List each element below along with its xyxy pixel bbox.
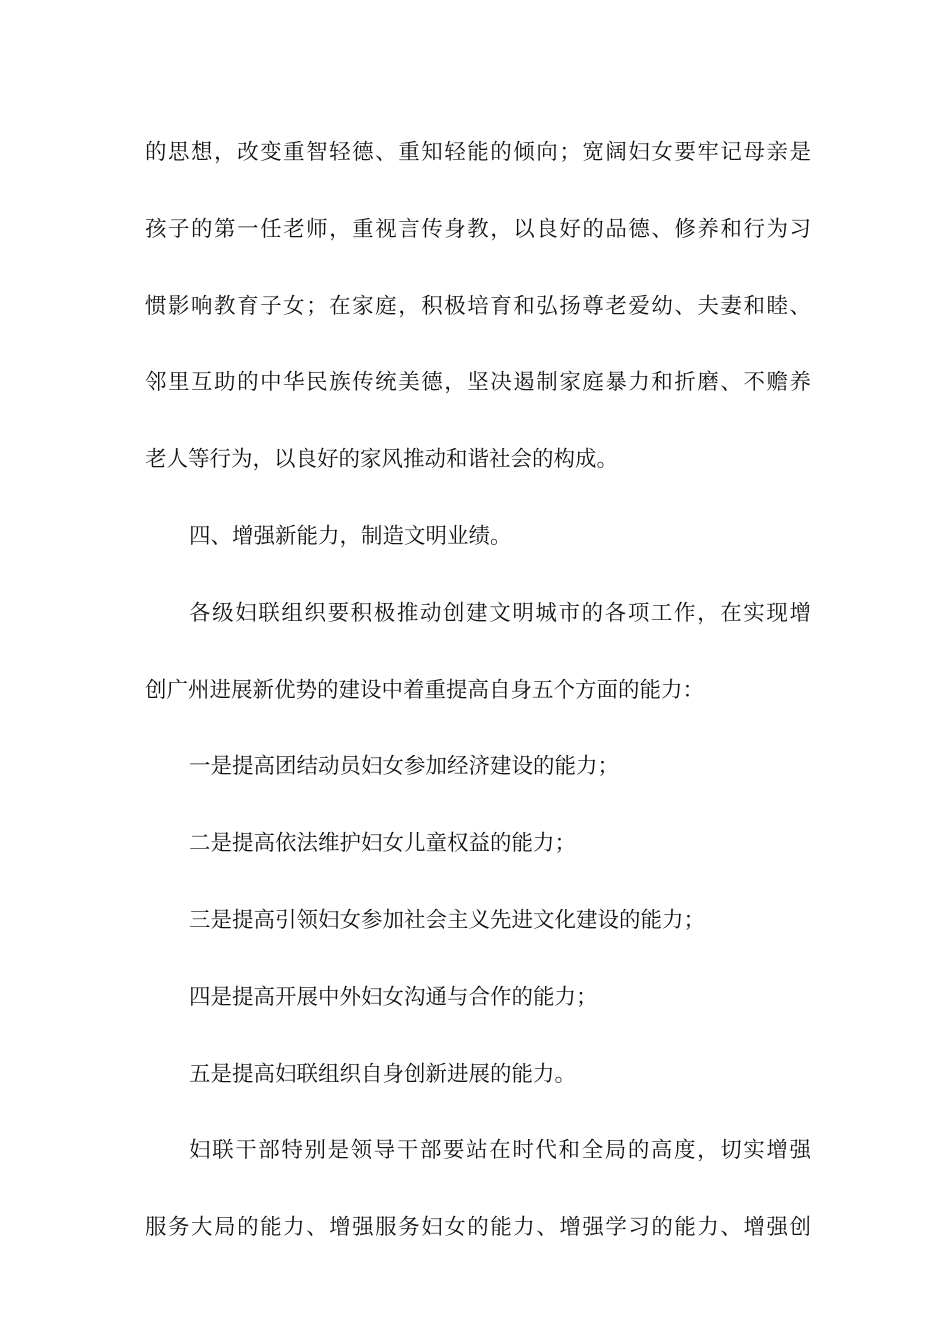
paragraph-line-2: 孩子的第一任老师，重视言传身教，以良好的品德、修养和行为习 <box>145 216 811 242</box>
paragraph-line-5: 老人等行为，以良好的家风推动和谐社会的构成。 <box>145 447 619 473</box>
list-item-1: 一是提高团结动员妇女参加经济建设的能力； <box>189 754 620 780</box>
list-item-2: 二是提高依法维护妇女儿童权益的能力； <box>189 831 577 857</box>
paragraph-line-4: 邻里互助的中华民族传统美德，坚决遏制家庭暴力和折磨、不赡养 <box>145 370 811 396</box>
paragraph-line-14: 妇联干部特别是领导干部要站在时代和全局的高度，切实增强 <box>189 1138 811 1164</box>
list-item-4: 四是提高开展中外妇女沟通与合作的能力； <box>189 984 598 1010</box>
paragraph-line-1: 的思想，改变重智轻德、重知轻能的倾向；宽阔妇女要牢记母亲是 <box>145 140 811 165</box>
list-item-3: 三是提高引领妇女参加社会主义先进文化建设的能力； <box>189 907 706 933</box>
paragraph-line-15: 服务大局的能力、增强服务妇女的能力、增强学习的能力、增强创 <box>145 1215 811 1241</box>
paragraph-line-8: 创广州进展新优势的建设中着重提高自身五个方面的能力： <box>145 677 705 703</box>
section-heading: 四、增强新能力，制造文明业绩。 <box>189 523 512 549</box>
document-body <box>145 132 811 1284</box>
list-item-5: 五是提高妇联组织自身创新进展的能力。 <box>189 1061 577 1087</box>
paragraph-line-7: 各级妇联组织要积极推动创建文明城市的各项工作，在实现增 <box>189 600 811 626</box>
paragraph-line-3: 惯影响教育子女；在家庭，积极培育和弘扬尊老爱幼、夫妻和睦、 <box>145 293 811 319</box>
